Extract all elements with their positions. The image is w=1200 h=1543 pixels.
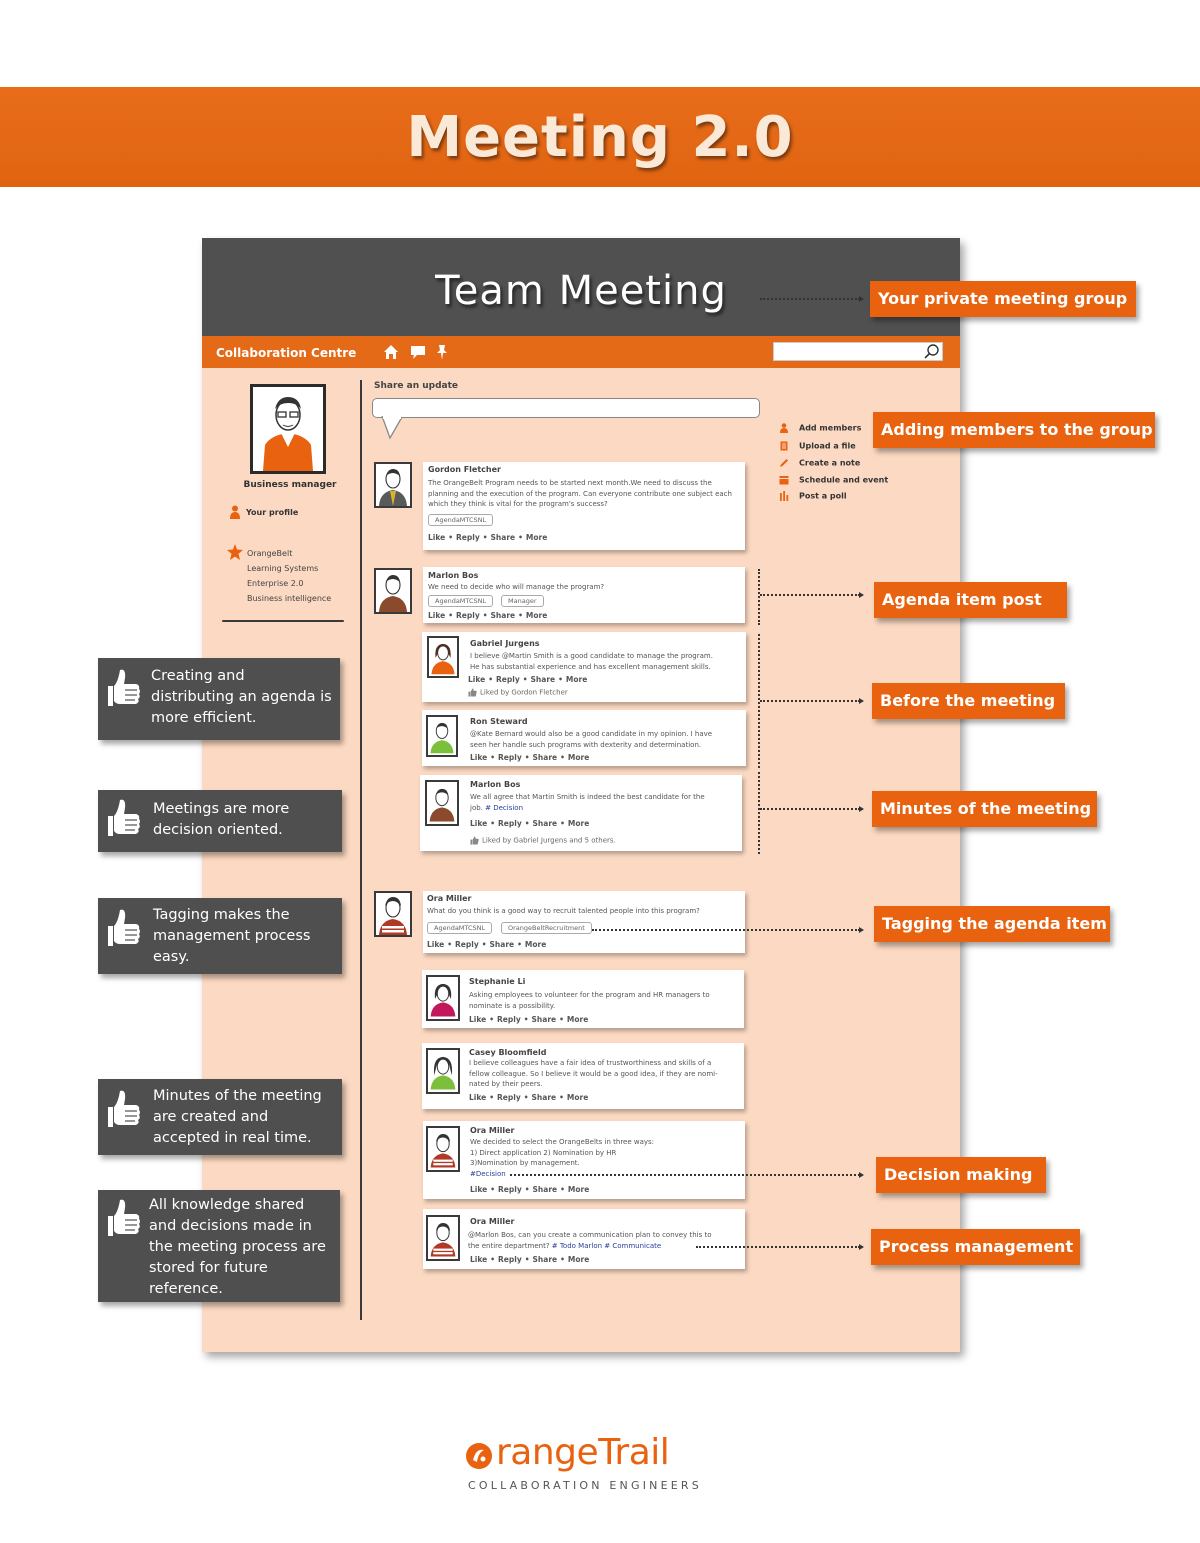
like-link[interactable]: Like: [470, 1185, 488, 1194]
sep: •: [490, 819, 496, 828]
avatar-icon: [428, 1128, 458, 1170]
avatar-icon: [428, 1217, 458, 1259]
post-actions: [427, 940, 549, 949]
benefit-text: All knowledge shared and decisions made in the meeting process are stored for future reference.: [149, 1197, 326, 1297]
share-link[interactable]: Share: [531, 1093, 557, 1102]
sep: •: [517, 940, 522, 949]
callout-process: Process management: [871, 1229, 1080, 1265]
sep: •: [490, 753, 496, 762]
liked-text[interactable]: Liked by Gordon Fletcher: [480, 688, 568, 697]
thumbs-up-icon: [106, 1089, 142, 1133]
logo-wordmark: [496, 1432, 669, 1473]
post-text: The OrangeBelt Program needs to be started next month.We need to discuss the planning and the execution of the program. Can everyone contribute one subject each which they think is vital for the program's success?: [428, 479, 732, 508]
connector-arrow: [859, 592, 864, 598]
sep: •: [518, 533, 523, 542]
more-link[interactable]: More: [524, 940, 547, 949]
connector-arrow: [859, 698, 864, 704]
more-link[interactable]: More: [567, 1255, 590, 1264]
logo-part2: Trail: [598, 1432, 670, 1473]
avatar[interactable]: [374, 462, 412, 508]
person-icon: [229, 505, 241, 519]
reply-link[interactable]: Reply: [455, 940, 479, 949]
share-link[interactable]: Share: [532, 819, 558, 828]
sep: •: [524, 1255, 530, 1264]
connector: [696, 1246, 860, 1248]
sep: •: [523, 1015, 529, 1024]
share-link[interactable]: Share: [490, 611, 516, 620]
more-link[interactable]: More: [566, 1015, 589, 1024]
like-link[interactable]: Like: [470, 753, 488, 762]
callout-agenda-item: Agenda item post: [874, 582, 1067, 618]
sep: •: [524, 819, 530, 828]
sep: •: [524, 1185, 530, 1194]
action-label: Post a poll: [799, 491, 847, 501]
callout-adding-members: Adding members to the group: [873, 412, 1155, 448]
post-author[interactable]: Ora Miller: [427, 894, 472, 903]
post-text: I believe @Martin Smith is a good candidate to manage the program. He has substantial experience and has excellent management skills.: [470, 652, 713, 671]
more-link[interactable]: More: [525, 533, 548, 542]
speech-tail: [380, 416, 416, 440]
post-text: We need to decide who will manage the program?: [428, 583, 605, 591]
your-profile-link[interactable]: Your profile: [246, 508, 299, 517]
sep: •: [447, 940, 453, 949]
divider: [222, 620, 344, 622]
profile-avatar-icon: [253, 387, 323, 471]
like-link[interactable]: Like: [468, 675, 486, 684]
more-link[interactable]: More: [567, 819, 590, 828]
connector: [760, 808, 860, 810]
avatar[interactable]: [374, 568, 412, 614]
chat-icon[interactable]: [409, 343, 427, 361]
thumbs-up-icon: [106, 908, 142, 952]
benefit-box: [98, 898, 342, 974]
connector: [592, 929, 860, 931]
liked-by: [468, 688, 568, 697]
sep: •: [482, 611, 488, 620]
sep: •: [489, 1015, 495, 1024]
avatar[interactable]: [427, 636, 459, 678]
sep: •: [448, 533, 454, 542]
logo-part1: range: [496, 1432, 599, 1473]
avatar-icon: [376, 464, 410, 506]
reply-link[interactable]: Reply: [498, 1185, 522, 1194]
avatar-icon: [428, 977, 458, 1019]
poll-icon: [779, 491, 789, 501]
post-actions: [470, 1185, 592, 1194]
connector-arrow: [859, 927, 864, 933]
connector: [758, 569, 760, 625]
pin-icon[interactable]: [433, 343, 451, 361]
upload-file-action[interactable]: [779, 441, 856, 451]
post-actions: [468, 675, 590, 684]
orangetrail-logo-icon: [464, 1438, 494, 1472]
post-author[interactable]: Casey Bloomfield: [469, 1048, 547, 1057]
avatar[interactable]: [425, 780, 459, 826]
avatar[interactable]: [426, 1126, 460, 1172]
reply-link[interactable]: Reply: [496, 675, 520, 684]
sep: •: [448, 611, 454, 620]
avatar[interactable]: [374, 891, 412, 937]
connector: [758, 772, 760, 854]
pencil-icon: [779, 458, 789, 468]
share-link[interactable]: Share: [532, 1255, 558, 1264]
reply-link[interactable]: Reply: [498, 753, 522, 762]
reply-link[interactable]: Reply: [456, 533, 480, 542]
tag-chip[interactable]: Manager: [501, 595, 544, 607]
post-text-main: @Marlon Bos, can you create a communication plan to convey this to the entire department?: [468, 1231, 712, 1250]
avatar-icon: [428, 717, 456, 755]
share-link[interactable]: Share: [532, 1185, 558, 1194]
tag-chip[interactable]: OrangeBeltRecruitment: [501, 922, 592, 934]
share-link[interactable]: Share: [530, 675, 556, 684]
reply-link[interactable]: Reply: [497, 1015, 521, 1024]
more-link[interactable]: More: [525, 611, 548, 620]
home-icon[interactable]: [382, 343, 400, 361]
column-divider: [360, 380, 362, 1320]
todo-hashtags[interactable]: # Todo Marlon # Communicate: [549, 1241, 662, 1250]
benefit-text: Minutes of the meeting are created and accepted in real time.: [153, 1088, 322, 1146]
post-actions: [428, 533, 550, 542]
action-label: Create a note: [799, 458, 861, 468]
post-actions: [470, 819, 592, 828]
reply-link[interactable]: Reply: [498, 1255, 522, 1264]
decision-hashtag[interactable]: # Decision: [482, 803, 524, 812]
like-link[interactable]: Like: [428, 611, 446, 620]
like-link[interactable]: Like: [469, 1093, 487, 1102]
post-text: [470, 1137, 742, 1179]
like-link[interactable]: Like: [470, 819, 488, 828]
post-author[interactable]: Ora Miller: [470, 1126, 515, 1135]
post-author[interactable]: Gabriel Jurgens: [470, 639, 540, 648]
logo-tagline: COLLABORATION ENGINEERS: [468, 1479, 702, 1492]
sep: •: [518, 611, 523, 620]
post-author[interactable]: Ora Miller: [470, 1217, 515, 1226]
benefit-text: Meetings are more decision oriented.: [153, 801, 290, 838]
benefit-box: [98, 1190, 340, 1302]
sep: •: [559, 1093, 564, 1102]
thumbs-up-icon: [106, 1198, 142, 1242]
avatar-icon: [429, 638, 457, 676]
sep: •: [490, 1255, 496, 1264]
tag-chip[interactable]: AgendaMTCSNL: [428, 595, 493, 607]
post-text: I believe colleagues have a fair idea of trustworthiness and skills of a fellow colleague. So I believe it would be a good idea, if they are nomi- nated by their peers.: [469, 1059, 718, 1088]
like-link[interactable]: Like: [469, 1015, 487, 1024]
post-author[interactable]: Marlon Bos: [428, 571, 479, 580]
star-icon: [227, 544, 243, 560]
sep: •: [481, 940, 487, 949]
tag-chip[interactable]: AgendaMTCSNL: [428, 514, 493, 526]
sep: •: [482, 533, 488, 542]
post-text: Asking employees to volunteer for the program and HR managers to nominate is a possibility.: [469, 991, 710, 1010]
action-label: Add members: [799, 423, 862, 433]
schedule-event-action[interactable]: [779, 475, 888, 485]
post-author[interactable]: Marlon Bos: [470, 780, 521, 789]
calendar-icon: [779, 475, 789, 485]
group-title: Team Meeting: [435, 268, 727, 314]
post-text: What do you think is a good way to recruit talented people into this program?: [427, 907, 700, 915]
connector: [510, 1174, 860, 1176]
nav-label[interactable]: Collaboration Centre: [216, 346, 357, 360]
decision-hashtag[interactable]: #Decision: [470, 1169, 506, 1178]
more-link[interactable]: More: [567, 753, 590, 762]
callout-private-group: Your private meeting group: [870, 281, 1136, 317]
sep: •: [522, 675, 528, 684]
thumbs-up-icon: [470, 836, 479, 845]
avatar[interactable]: [426, 715, 458, 757]
page-title: Meeting 2.0: [406, 105, 794, 170]
sep: •: [523, 1093, 529, 1102]
avatar[interactable]: [426, 1215, 460, 1261]
org-item[interactable]: Business intelligence: [247, 594, 332, 603]
share-label: Share an update: [374, 381, 459, 391]
org-item[interactable]: OrangeBelt: [247, 549, 293, 558]
connector-arrow: [859, 296, 864, 302]
avatar[interactable]: [426, 975, 460, 1021]
search-input[interactable]: [773, 342, 943, 361]
liked-text[interactable]: Liked by Gabriel Jurgens and 5 others.: [482, 836, 616, 845]
avatar[interactable]: [426, 1048, 460, 1094]
profile-photo[interactable]: [250, 384, 326, 474]
org-list: [247, 546, 331, 606]
benefit-box: [98, 790, 342, 852]
connector: [760, 298, 860, 300]
connector: [760, 700, 860, 702]
benefit-text: Creating and distributing an agenda is more efficient.: [151, 668, 332, 726]
org-item[interactable]: Enterprise 2.0: [247, 579, 304, 588]
like-link[interactable]: Like: [428, 533, 446, 542]
post-text: @Kate Bernard would also be a good candidate in my opinion. I have seen her handle such programs with dexterity and determination.: [470, 730, 713, 749]
share-link[interactable]: Share: [531, 1015, 557, 1024]
file-icon: [779, 441, 789, 451]
post-author[interactable]: Gordon Fletcher: [428, 465, 501, 474]
avatar-icon: [427, 782, 457, 824]
connector-arrow: [859, 1244, 864, 1250]
avatar-icon: [376, 893, 410, 935]
thumbs-up-icon: [106, 798, 142, 842]
callout-minutes: Minutes of the meeting: [872, 791, 1097, 827]
avatar-icon: [376, 570, 410, 612]
post-actions: [469, 1093, 591, 1102]
action-label: Upload a file: [799, 441, 856, 451]
post-actions: [470, 1255, 592, 1264]
sep: •: [489, 1093, 495, 1102]
more-link[interactable]: More: [566, 1093, 589, 1102]
post-actions: [469, 1015, 591, 1024]
avatar-icon: [428, 1050, 458, 1092]
person-icon: [779, 423, 789, 433]
sep: •: [488, 675, 494, 684]
share-link[interactable]: Share: [489, 940, 515, 949]
tag-chip[interactable]: AgendaMTCSNL: [427, 922, 492, 934]
sep: •: [560, 753, 565, 762]
like-link[interactable]: Like: [470, 1255, 488, 1264]
org-item[interactable]: Learning Systems: [247, 564, 319, 573]
callout-tagging: Tagging the agenda item: [874, 906, 1110, 942]
post-author[interactable]: Ron Steward: [470, 717, 528, 726]
post-author[interactable]: Stephanie Li: [469, 977, 526, 986]
sep: •: [560, 1255, 565, 1264]
sep: •: [490, 1185, 496, 1194]
connector-arrow: [859, 806, 864, 812]
benefit-box: [98, 658, 340, 740]
sep: •: [524, 753, 530, 762]
create-note-action[interactable]: [779, 458, 860, 468]
more-link[interactable]: More: [565, 675, 588, 684]
thumbs-up-icon: [106, 668, 142, 712]
post-text-main: We decided to select the OrangeBelts in three ways: 1) Direct application 2) Nomination by HR 3)Nomination by management.: [470, 1138, 655, 1167]
benefit-text: Tagging makes the management process easy.: [153, 907, 311, 965]
add-members-action[interactable]: [779, 423, 861, 433]
connector-arrow: [859, 1172, 864, 1178]
action-label: Schedule and event: [799, 475, 889, 485]
search-icon[interactable]: [923, 343, 941, 361]
post-actions: [428, 611, 550, 620]
like-link[interactable]: Like: [427, 940, 445, 949]
share-link[interactable]: Share: [490, 533, 516, 542]
callout-before-meeting: Before the meeting: [872, 683, 1065, 719]
connector: [760, 594, 860, 596]
share-update-input[interactable]: [372, 398, 760, 418]
post-poll-action[interactable]: [779, 491, 847, 501]
sep: •: [560, 819, 565, 828]
benefit-box: [98, 1079, 342, 1155]
profile-role: Business manager: [243, 480, 337, 490]
reply-link[interactable]: Reply: [497, 1093, 521, 1102]
reply-link[interactable]: Reply: [456, 611, 480, 620]
post-actions: [470, 753, 592, 762]
sep: •: [560, 1185, 565, 1194]
thumbs-up-icon: [468, 688, 477, 697]
callout-decision: Decision making: [876, 1157, 1046, 1193]
post-text: [470, 792, 738, 813]
sep: •: [558, 675, 563, 684]
liked-by: [470, 836, 616, 845]
sep: •: [559, 1015, 564, 1024]
reply-link[interactable]: Reply: [498, 819, 522, 828]
share-link[interactable]: Share: [532, 753, 558, 762]
post-text-main: We all agree that Martin Smith is indeed the best candidate for the job.: [470, 793, 705, 812]
more-link[interactable]: More: [567, 1185, 590, 1194]
